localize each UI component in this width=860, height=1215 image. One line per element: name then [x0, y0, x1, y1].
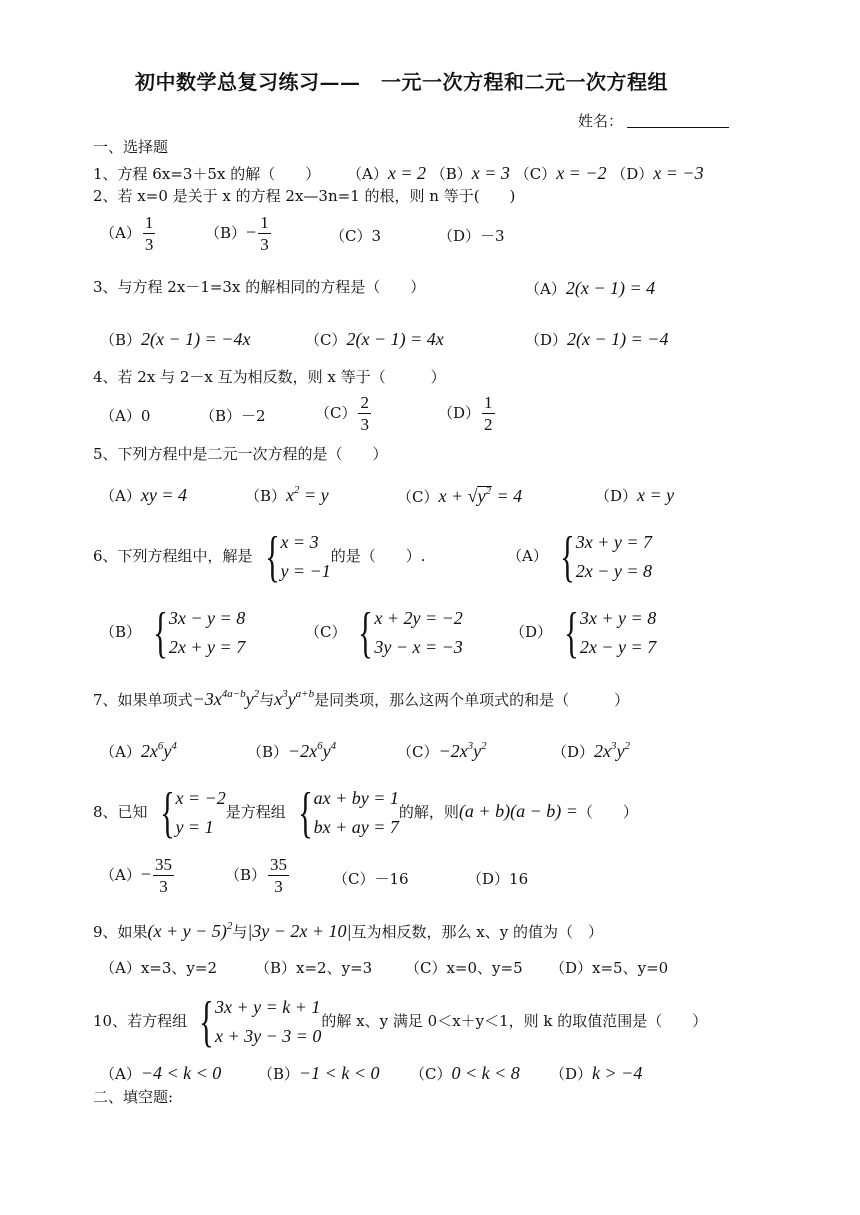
q4-option-b[interactable]: （B）－2: [200, 407, 266, 425]
q8-system-2: { ax + by = 1 bx + ay = 7: [297, 782, 399, 844]
q5-option-a[interactable]: （A）xy = 4: [100, 485, 187, 505]
q7-stem: 7、如果单项式$-3x^{4a-b}y^2$与$x^3y^{a+b}$是同类项，那么这两个单项式的和是（ ）: [93, 688, 630, 709]
q6-option-d[interactable]: （D） { 3x + y = 8 2x − y = 7: [510, 602, 657, 664]
q7-option-d[interactable]: $(D)2x^3y^2$: [552, 740, 631, 761]
q3-option-d[interactable]: （D）2(x − 1) = −4: [525, 329, 669, 349]
name-field: [578, 114, 729, 129]
q7-option-a[interactable]: $(A)2x^6y^4$: [100, 740, 177, 761]
q5-option-c[interactable]: $(C)x + √y^2 = 4$: [397, 485, 523, 506]
section-fill: 二、填空题:: [93, 1088, 174, 1106]
q3-option-c[interactable]: （C）2(x − 1) = 4x: [305, 329, 444, 349]
q10-option-b[interactable]: （B）−1 < k < 0: [258, 1063, 380, 1083]
q4-option-c[interactable]: （C） $\frac{2}{3}$: [315, 393, 369, 434]
q2-stem: 2、若 x=0 是关于 x 的方程 2x—3n=1 的根，则 n 等于( ): [93, 187, 516, 205]
q9-option-b[interactable]: （B）x=2、y=3: [255, 959, 373, 977]
q8-option-d[interactable]: （D）16: [467, 870, 529, 888]
name-blank[interactable]: [627, 127, 729, 128]
name-label: 姓名：: [578, 112, 624, 130]
q6-option-a[interactable]: （A） { 3x + y = 7 2x − y = 8: [507, 526, 653, 588]
q1-option-b[interactable]: （B）x = 3: [430, 163, 510, 183]
q8-stem: 8、已知 { x = −2 y = 1 是方程组 { ax + by = 1 bx + ay = 7 的解，则(a + b)(a − b) =（ ）: [93, 782, 638, 844]
q3-option-b[interactable]: （B）2(x − 1) = −4x: [100, 329, 251, 349]
q5-option-b[interactable]: $(B)x^2 = y$: [245, 484, 329, 505]
q4-option-d[interactable]: （D） $\frac{1}{2}$: [438, 393, 493, 434]
q10-option-a[interactable]: （A）−4 < k < 0: [100, 1063, 222, 1083]
q8-option-b[interactable]: （B） $\frac{35}{3}$: [225, 855, 288, 896]
q8-system-1: { x = −2 y = 1: [159, 782, 226, 844]
q6-option-b[interactable]: （B） { 3x − y = 8 2x + y = 7: [100, 602, 246, 664]
section-choice: 一、选择题: [93, 138, 169, 156]
q7-option-b[interactable]: $(B)-2x^6y^4$: [247, 740, 337, 761]
page-title: 初中数学总复习练习—— 一元一次方程和二元一次方程组: [135, 70, 668, 94]
q5-stem: 5、下列方程中是二元一次方程的是（ ）: [93, 445, 388, 463]
q8-option-c[interactable]: （C）－16: [333, 870, 409, 888]
q4-stem: 4、若 2x 与 2－x 互为相反数，则 x 等于（ ）: [93, 368, 446, 386]
q9-option-c[interactable]: （C）x=0、y=5: [405, 959, 523, 977]
q1: [93, 164, 704, 182]
q2-option-b[interactable]: （B）− $\frac{1}{3}$: [205, 213, 269, 254]
q9-option-d[interactable]: （D）x=5、y=0: [550, 959, 669, 977]
q7-option-c[interactable]: $(C)-2x^3y^2$: [397, 740, 487, 761]
q6-stem: 6、下列方程组中，解是 { x = 3 y = −1 的是（ ）.: [93, 526, 426, 588]
q8-option-a[interactable]: （A）− $\frac{35}{3}$: [100, 855, 172, 896]
q9-stem: 9、如果$(x + y - 5)^2$与|3y − 2x + 10|互为相反数，那么 x、y 的值为（ ）: [93, 920, 603, 941]
q10-option-c[interactable]: （C）0 < k < 8: [410, 1063, 520, 1083]
q1-option-d[interactable]: （D）x = −3: [611, 163, 704, 183]
q3-option-a[interactable]: （A）2(x − 1) = 4: [525, 278, 656, 298]
q1-stem: 1、方程 6x=3＋5x 的解（ ）: [93, 165, 321, 183]
q5-option-d[interactable]: （D）x = y: [595, 485, 675, 505]
q1-option-c[interactable]: （C）x = −2: [514, 163, 607, 183]
q2-option-c[interactable]: （C）3: [330, 227, 382, 245]
q10-option-d[interactable]: （D）k > −4: [550, 1063, 643, 1083]
q10-stem: 10、若方程组 { 3x + y = k + 1 x + 3y − 3 = 0 的解 x、y 满足 0＜x＋y＜1，则 k 的取值范围是（ ）: [93, 991, 708, 1053]
q6-option-c[interactable]: （C） { x + 2y = −2 3y − x = −3: [305, 602, 463, 664]
q9-option-a[interactable]: （A）x=3、y=2: [100, 959, 217, 977]
q2-option-d[interactable]: （D）－3: [438, 227, 505, 245]
q4-option-a[interactable]: （A）0: [100, 407, 151, 425]
q3-stem: 3、与方程 2x－1=3x 的解相同的方程是（ ）: [93, 278, 426, 296]
q10-system: { 3x + y = k + 1 x + 3y − 3 = 0: [199, 991, 322, 1053]
q1-option-a[interactable]: （A）x = 2: [346, 163, 426, 183]
q6-system: { x = 3 y = −1: [264, 526, 331, 588]
q2-option-a[interactable]: （A） $\frac{1}{3}$: [100, 213, 154, 254]
